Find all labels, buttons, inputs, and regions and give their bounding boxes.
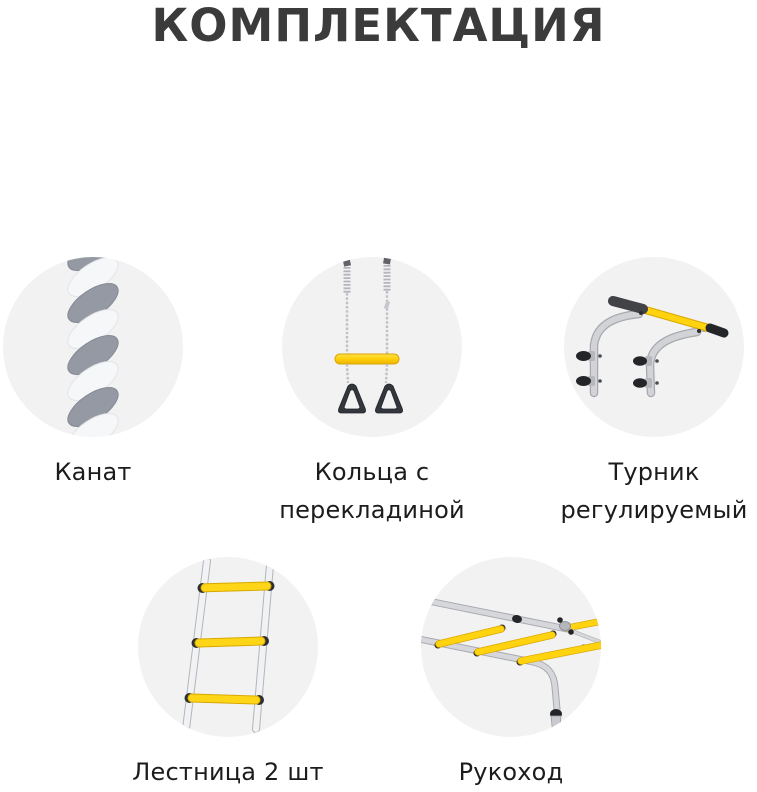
adjustable-pullup-bar-icon (564, 257, 744, 437)
monkey-bars-icon (421, 557, 601, 737)
item-image-circle (282, 257, 462, 437)
item-label: Турник регулируемый (560, 458, 748, 524)
item-image-circle (421, 557, 601, 737)
kit-item-pullup-bar (534, 257, 757, 529)
kit-item-rope (0, 257, 213, 491)
kit-item-rings (252, 257, 492, 529)
item-image-circle (138, 557, 318, 737)
page-title: КОМПЛЕКТАЦИЯ (151, 0, 606, 52)
item-label: Рукоход (458, 758, 564, 786)
item-label: Кольца с перекладиной (279, 458, 465, 524)
item-image-circle (3, 257, 183, 437)
ladder-icon (138, 557, 318, 737)
rope-icon (3, 257, 183, 437)
rings-with-crossbar-icon (282, 257, 462, 437)
item-label: Лестница 2 шт (132, 758, 324, 786)
kit-item-ladder (108, 557, 348, 791)
kit-item-monkey-bars (391, 557, 631, 791)
item-label: Канат (54, 458, 132, 486)
item-image-circle (564, 257, 744, 437)
